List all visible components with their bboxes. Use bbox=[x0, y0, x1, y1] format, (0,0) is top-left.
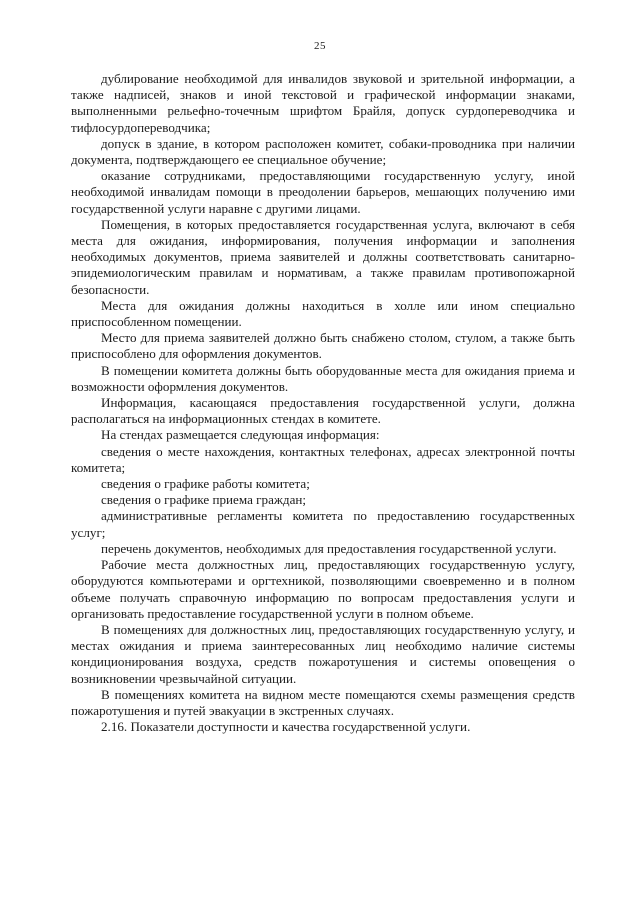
paragraph-info-stands: Информация, касающаяся предоставления государственной услуги, должна располагаться на информационных стендах в комитете. bbox=[71, 395, 575, 427]
page-number: 25 bbox=[314, 40, 326, 52]
section-heading-2-16: 2.16. Показатели доступности и качества государственной услуги. bbox=[101, 719, 471, 735]
paragraph-braille-duplication: дублирование необходимой для инвалидов звуковой и зрительной информации, а также надписей, знаков и иной текстовой и графической информации знаками, выполненными рельефно-точечным шрифтом Брайля, допуск сурдопереводчика и тифлосурдопереводчика; bbox=[71, 71, 575, 135]
paragraph-workplaces: Рабочие места должностных лиц, предоставляющих государственную услугу, оборудуются компьютерами и оргтехникой, позволяющими своевременно и в полном объеме получать справочную информацию по вопросам предоставления услуги и организовать предоставление государственной услуги в полном объеме. bbox=[71, 557, 575, 621]
paragraph-reception-place: Место для приема заявителей должно быть снабжено столом, стулом, а также быть приспособлено для оформления документов. bbox=[71, 330, 575, 362]
paragraph-staff-assistance: оказание сотрудниками, предоставляющими государственную услугу, иной необходимой инвалидам помощи в преодолении барьеров, мешающих получению ими государственной услуги наравне с другими лицами. bbox=[71, 168, 575, 216]
list-item-location-info: сведения о месте нахождения, контактных телефонах, адресах электронной почты комитета; bbox=[71, 443, 575, 475]
paragraph-premises: Помещения, в которых предоставляется государственная услуга, включают в себя места для ожидания, информирования, получения информации и заполнения необходимых документов, приема заявителей и должны соответствовать санитарно-эпидемиологическим правилам и нормативам, а также правилам противопожарной безопасности. bbox=[71, 216, 575, 297]
paragraph-waiting-places: Места для ожидания должны находиться в холле или ином специально приспособленном помещении. bbox=[71, 297, 575, 330]
list-item-admin-regulations: административные регламенты комитета по предоставлению государственных услуг; bbox=[71, 508, 575, 540]
paragraph-guide-dog: допуск в здание, в котором расположен комитет, собаки-проводника при наличии документа, подтверждающего ее специальное обучение; bbox=[71, 135, 575, 168]
paragraph-committee-room: В помещении комитета должны быть оборудованные места для ожидания приема и возможности оформления документов. bbox=[71, 362, 575, 394]
list-item-documents-list: перечень документов, необходимых для предоставления государственной услуги. bbox=[101, 540, 557, 556]
document-body bbox=[71, 71, 575, 735]
paragraph-climate-fire: В помещениях для должностных лиц, предоставляющих государственную услугу, и местах ожидания и приема заинтересованных лиц необходимо наличие системы кондиционирования воздуха, средств пожаротушения и системы оповещения о возникновении чрезвычайной ситуации. bbox=[71, 621, 575, 686]
list-item-work-schedule: сведения о графике работы комитета; bbox=[101, 476, 310, 492]
paragraph-evacuation-schemes: В помещениях комитета на видном месте помещаются схемы размещения средств пожаротушения и путей эвакуации в экстренных случаях. bbox=[71, 686, 575, 718]
list-item-reception-schedule: сведения о графике приема граждан; bbox=[101, 492, 307, 508]
paragraph-stands-intro: На стендах размещается следующая информация: bbox=[101, 427, 380, 443]
